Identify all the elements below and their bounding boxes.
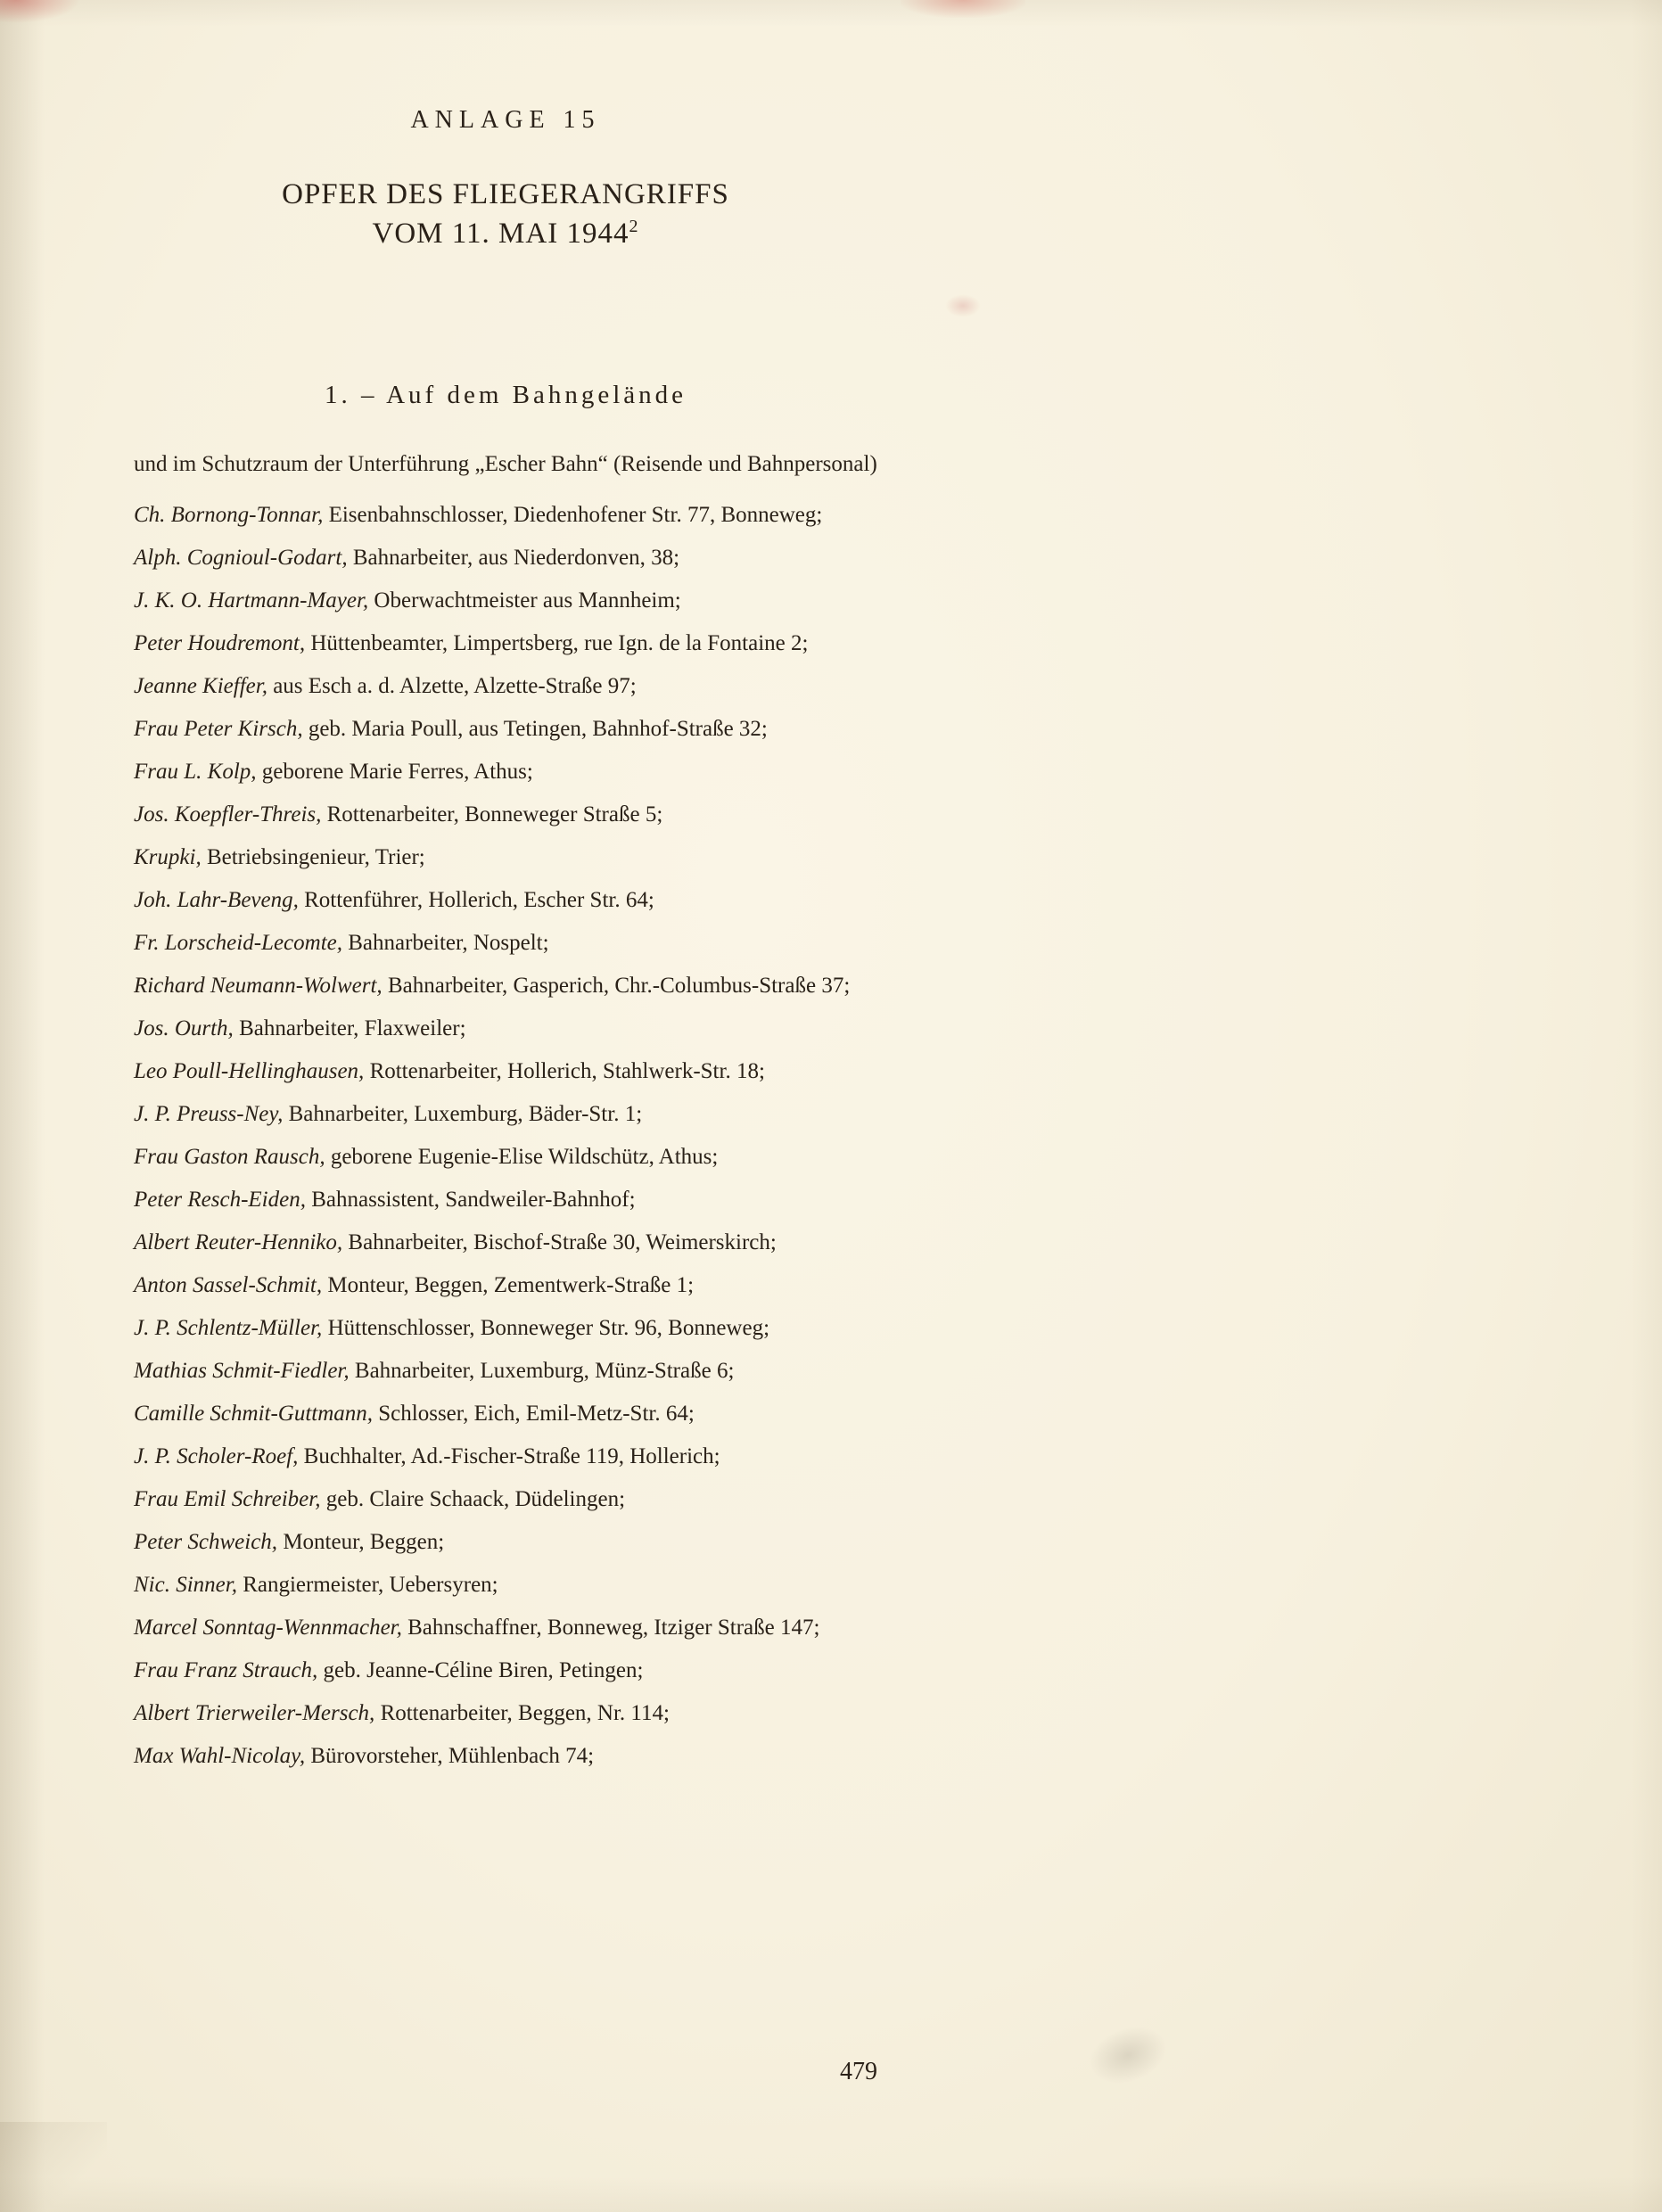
victim-name: Peter Schweich, bbox=[134, 1530, 278, 1554]
victim-details: Eisenbahnschlosser, Diedenhofener Str. 77, Bonneweg; bbox=[323, 503, 823, 527]
victim-details: Bürovorsteher, Mühlenbach 74; bbox=[305, 1744, 595, 1768]
victim-name: Jos. Koepfler-Threis, bbox=[134, 802, 322, 826]
victim-entry bbox=[134, 966, 877, 1006]
victim-details: Bahnarbeiter, aus Niederdonven, 38; bbox=[347, 546, 680, 570]
victim-name: Richard Neumann-Wolwert, bbox=[134, 974, 383, 998]
scan-artifact-fold-shadow bbox=[0, 2122, 107, 2212]
victim-details: Rottenführer, Hollerich, Escher Str. 64; bbox=[298, 888, 654, 912]
victim-details: Bahnschaffner, Bonneweg, Itziger Straße 147; bbox=[401, 1616, 820, 1640]
scan-artifact-pink-smudge bbox=[945, 294, 981, 317]
victim-details: Bahnarbeiter, Flaxweiler; bbox=[233, 1016, 466, 1040]
victim-entry bbox=[134, 666, 877, 706]
victim-details: geb. Maria Poull, aus Tetingen, Bahnhof-Straße 32; bbox=[302, 717, 768, 741]
victim-entry bbox=[134, 752, 877, 792]
victim-name: Frau L. Kolp, bbox=[134, 760, 257, 784]
victim-name: Joh. Lahr-Beveng, bbox=[134, 888, 299, 912]
victim-details: Bahnarbeiter, Bischof-Straße 30, Weimerskirch; bbox=[342, 1230, 777, 1254]
victim-details: Monteur, Beggen, Zementwerk-Straße 1; bbox=[322, 1273, 695, 1297]
victim-name: Ch. Bornong-Tonnar, bbox=[134, 503, 324, 527]
victim-name: Frau Franz Strauch, bbox=[134, 1658, 318, 1682]
victim-name: Krupki, bbox=[134, 845, 202, 869]
victim-details: Bahnarbeiter, Luxemburg, Bäder-Str. 1; bbox=[283, 1102, 643, 1126]
victim-name: Albert Trierweiler-Mersch, bbox=[134, 1701, 375, 1725]
victim-name: J. P. Scholer-Roef, bbox=[134, 1444, 299, 1468]
victim-entry bbox=[134, 1736, 877, 1776]
victim-details: Monteur, Beggen; bbox=[277, 1530, 445, 1554]
annex-label: ANLAGE 15 bbox=[410, 106, 601, 134]
scan-artifact-gray-smudge bbox=[1081, 2016, 1174, 2093]
victim-entry bbox=[134, 1650, 877, 1690]
victim-entry bbox=[134, 1394, 877, 1434]
victim-entry bbox=[134, 1051, 877, 1091]
victim-entry bbox=[134, 495, 877, 535]
victim-name: Peter Resch-Eiden, bbox=[134, 1188, 306, 1212]
victim-name: J. K. O. Hartmann-Mayer, bbox=[134, 588, 369, 613]
victim-details: Bahnarbeiter, Gasperich, Chr.-Columbus-Straße 37; bbox=[382, 974, 851, 998]
intro-paragraph: und im Schutzraum der Unterführung „Escher Bahn“ (Reisende und Bahnpersonal) bbox=[134, 452, 877, 476]
victim-entry bbox=[134, 1479, 877, 1519]
victim-name: Mathias Schmit-Fiedler, bbox=[134, 1359, 350, 1383]
victim-name: J. P. Preuss-Ney, bbox=[134, 1102, 284, 1126]
victim-entry bbox=[134, 580, 877, 621]
victim-entry bbox=[134, 794, 877, 835]
victim-entry bbox=[134, 1608, 877, 1648]
victim-name: Max Wahl-Nicolay, bbox=[134, 1744, 306, 1768]
victim-entry bbox=[134, 1565, 877, 1605]
victim-details: Rottenarbeiter, Beggen, Nr. 114; bbox=[374, 1701, 670, 1725]
victim-details: Rottenarbeiter, Hollerich, Stahlwerk-Str. 18; bbox=[364, 1059, 765, 1083]
victim-name: Jos. Ourth, bbox=[134, 1016, 234, 1040]
page-number: 479 bbox=[840, 2058, 877, 2085]
page-content bbox=[134, 105, 877, 1779]
victim-details: Rangiermeister, Uebersyren; bbox=[236, 1573, 498, 1597]
scan-artifact-red-top-right bbox=[901, 0, 1025, 18]
title-footnote-marker: 2 bbox=[629, 217, 639, 236]
victim-entry bbox=[134, 880, 877, 920]
victim-entry bbox=[134, 1522, 877, 1562]
victim-name: Marcel Sonntag-Wennmacher, bbox=[134, 1616, 402, 1640]
victim-details: Rottenarbeiter, Bonneweger Straße 5; bbox=[321, 802, 663, 826]
victim-entry bbox=[134, 709, 877, 749]
victim-entry bbox=[134, 623, 877, 663]
victim-entry bbox=[134, 1308, 877, 1348]
victim-entry bbox=[134, 1137, 877, 1177]
victim-entry bbox=[134, 1222, 877, 1262]
victim-details: Buchhalter, Ad.-Fischer-Straße 119, Hollerich; bbox=[298, 1444, 720, 1468]
victim-name: Frau Emil Schreiber, bbox=[134, 1487, 321, 1511]
victim-entry bbox=[134, 1008, 877, 1048]
section-heading: 1. – Auf dem Bahngelände bbox=[324, 381, 687, 409]
victim-name: Nic. Sinner, bbox=[134, 1573, 237, 1597]
victim-entry bbox=[134, 1094, 877, 1134]
victim-name: Alph. Cognioul-Godart, bbox=[134, 546, 348, 570]
victim-entry bbox=[134, 1265, 877, 1305]
victim-details: geb. Jeanne-Céline Biren, Petingen; bbox=[317, 1658, 644, 1682]
victim-details: Oberwachtmeister aus Mannheim; bbox=[368, 588, 681, 613]
victim-name: Frau Gaston Rausch, bbox=[134, 1145, 325, 1169]
victim-name: Albert Reuter-Henniko, bbox=[134, 1230, 343, 1254]
document-title bbox=[134, 175, 877, 253]
victim-name: Camille Schmit-Guttmann, bbox=[134, 1402, 374, 1426]
victim-details: aus Esch a. d. Alzette, Alzette-Straße 97; bbox=[267, 674, 637, 698]
victim-details: geb. Claire Schaack, Düdelingen; bbox=[320, 1487, 626, 1511]
victim-details: Bahnassistent, Sandweiler-Bahnhof; bbox=[305, 1188, 636, 1212]
victim-name: J. P. Schlentz-Müller, bbox=[134, 1316, 323, 1340]
victim-entry bbox=[134, 1693, 877, 1733]
victim-name: Jeanne Kieffer, bbox=[134, 674, 267, 698]
victim-details: Hüttenbeamter, Limpertsberg, rue Ign. de la Fontaine 2; bbox=[305, 631, 809, 655]
victim-entry bbox=[134, 1351, 877, 1391]
victim-details: geborene Eugenie-Elise Wildschütz, Athus; bbox=[325, 1145, 719, 1169]
victim-details: Schlosser, Eich, Emil-Metz-Str. 64; bbox=[373, 1402, 695, 1426]
document-title-line1: OPFER DES FLIEGERANGRIFFS bbox=[282, 178, 729, 210]
document-title-line2: VOM 11. MAI 1944 bbox=[372, 218, 629, 250]
victim-details: Bahnarbeiter, Nospelt; bbox=[342, 931, 549, 955]
victim-entry bbox=[134, 1180, 877, 1220]
victim-entry bbox=[134, 538, 877, 578]
victim-details: Betriebsingenieur, Trier; bbox=[201, 845, 425, 869]
victim-entry bbox=[134, 923, 877, 963]
victim-entry bbox=[134, 1436, 877, 1476]
victim-name: Frau Peter Kirsch, bbox=[134, 717, 303, 741]
scan-artifact-red-top-left bbox=[0, 0, 80, 23]
victim-details: Bahnarbeiter, Luxemburg, Münz-Straße 6; bbox=[349, 1359, 735, 1383]
victim-details: geborene Marie Ferres, Athus; bbox=[256, 760, 533, 784]
victim-name: Fr. Lorscheid-Lecomte, bbox=[134, 931, 342, 955]
victim-list bbox=[134, 495, 877, 1776]
victim-name: Anton Sassel-Schmit, bbox=[134, 1273, 323, 1297]
victim-details: Hüttenschlosser, Bonneweger Str. 96, Bonneweg; bbox=[322, 1316, 770, 1340]
victim-entry bbox=[134, 837, 877, 877]
victim-name: Peter Houdremont, bbox=[134, 631, 306, 655]
victim-name: Leo Poull-Hellinghausen, bbox=[134, 1059, 365, 1083]
